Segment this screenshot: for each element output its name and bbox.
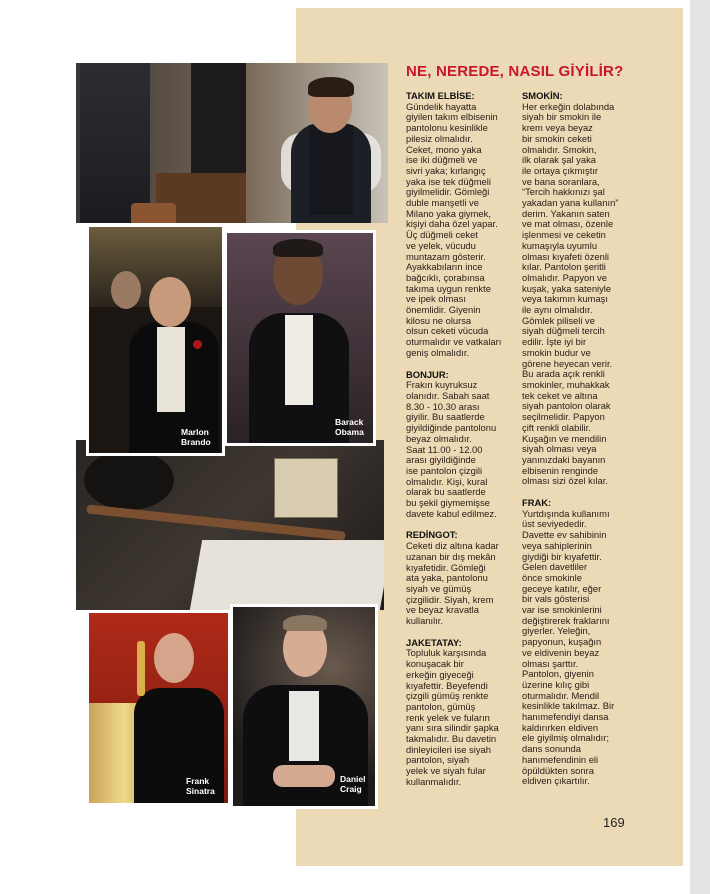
section-body: Gündelik hayatta giyilen takım elbisenin pantolonu kesinlikle pilesiz olmalıdır. Ceket, mono yaka ise iki düğmeli ve sivri yaka; kırlangıç yaka ise tek düğmeli giyilmelidir. Gömleği duble manşetli ve Milano yaka giymek, kişiyi daha özel yapar. Üç düğmeli ceket ve yelek, vücudu muntazam gösterir. Ayakkabıların ince bağcıklı, çorabınsa takıma uygun renkte ve ipek olması önemlidir. Giyenin kilosu ne olursa olsun ceketi vücuda oturmalıdır ve vatkaları geniş olmalıdır. (406, 100, 502, 358)
article-headline: NE, NEREDE, NASIL GİYİLİR? (406, 63, 624, 80)
photo-tailor-shop (76, 63, 388, 223)
section-title: FRAK: (522, 497, 552, 509)
section-takim-elbise (406, 91, 514, 359)
section-title: REDİNGOT: (406, 529, 458, 541)
photo-marlon-brando (86, 224, 225, 456)
caption-barack-obama: Barack Obama (335, 417, 364, 437)
photo-daniel-craig (230, 604, 378, 809)
section-redingot (406, 530, 514, 626)
photo-barack-obama (224, 230, 376, 446)
photo-still-life-cane-book (76, 440, 384, 610)
section-body: Her erkeğin dolabında siyah bir smokin ile krem veya beyaz bir smokin ceketi olmalıdır. Smokin, ilk olarak şal yaka ile ortaya çıkmıştır ve bana soranlara, “Tercih hakkınızı şal yakadan yana kullanın” derim. Yakanın saten ve mat olması, özenle işlenmesi ve ceketin kumaşıyla uyumlu olması kıyafeti özenli kılar. Pantolon şeritli olmalıdır. Papyon ve kuşak, yaka sateniyle veya takımın kumaşı ile aynı olmalıdır. Gömlek piliseli ve siyah düğmeli tercih edilir. İşte iyi bir smokin budur ve görene heyecan verir. Bu arada açık renkli smokinler, muhakkak tek ceket ve altına siyah pantolon olarak seçilmelidir. Papyon çift renkli olabilir. Kuşağın ve mendilin siyah olması veya yanınızdaki bayanın elbisenin renginde olması sizi özel kılar. (522, 100, 619, 487)
section-title: JAKETATAY: (406, 636, 462, 648)
section-body: Frakın kuyruksuz olanıdır. Sabah saat 8.30 - 10.30 arası giyilir. Bu saatlerde giyildiğinde pantolonu beyaz olmalıdır. Saat 11.00 - 12.00 arası giyildiğinde ise pantolon çizgili olmalıdır. Kişi, kural olarak bu saatlerde bu şekil giymemişse davete kabul edilmez. (406, 379, 497, 519)
caption-marlon-brando: Marlon Brando (181, 427, 211, 447)
section-title: BONJUR: (406, 368, 449, 380)
photo-frank-sinatra (86, 610, 231, 806)
section-frak (522, 498, 632, 787)
section-bonjur (406, 370, 514, 520)
section-title: TAKIM ELBİSE: (406, 90, 475, 101)
section-smokin (522, 91, 632, 487)
caption-frank-sinatra: Frank Sinatra (186, 776, 215, 796)
page-number: 169 (603, 815, 625, 830)
section-title: SMOKİN: (522, 90, 563, 101)
page-edge-shadow (690, 0, 710, 894)
section-jaketatay (406, 638, 514, 788)
caption-daniel-craig: Daniel Craig (340, 774, 366, 794)
text-column-right (522, 91, 632, 798)
section-body: Topluluk karşısında konuşacak bir erkeğin giyeceği kıyafettir. Beyefendi çizgili gümüş renkte pantolon, gümüş renk yelek ve fuların yanı sıra silindir şapka takmalıdır. Bu davetin dinleyicileri ise siyah pantolon, siyah yelek ve siyah fular kullanmalıdır. (406, 647, 499, 787)
section-body: Ceketi diz altına kadar uzanan bir dış mekân kıyafetidir. Gömleği ata yaka, pantolonu siyah ve gümüş çizgilidir. Siyah, krem ve beyaz kravatla kullanılır. (406, 540, 499, 627)
section-body: Yurtdışında kullanımı üst seviyededir. Davette ev sahibinin veya sahiplerinin giydiği bir kıyafettir. Gelen davetliler önce smokinle geceye katılır, eğer bir vals gösterisi var ise smokinlerini değiştirerek fraklarını giyerler. Yeleğin, papyonun, kuşağın ve eldivenin beyaz olması şarttır. Pantolon, giyenin üzerine kılıç gibi oturmalıdır. Mendil kesinlikle takılmaz. Bir hanımefendiyi dansa kaldırırken eldiven ele giyilmiş olmalıdır; dans sonunda hanımefendinin eli öpüldükten sonra eldiven çıkartılır. (522, 507, 615, 787)
text-column-left (406, 91, 514, 799)
